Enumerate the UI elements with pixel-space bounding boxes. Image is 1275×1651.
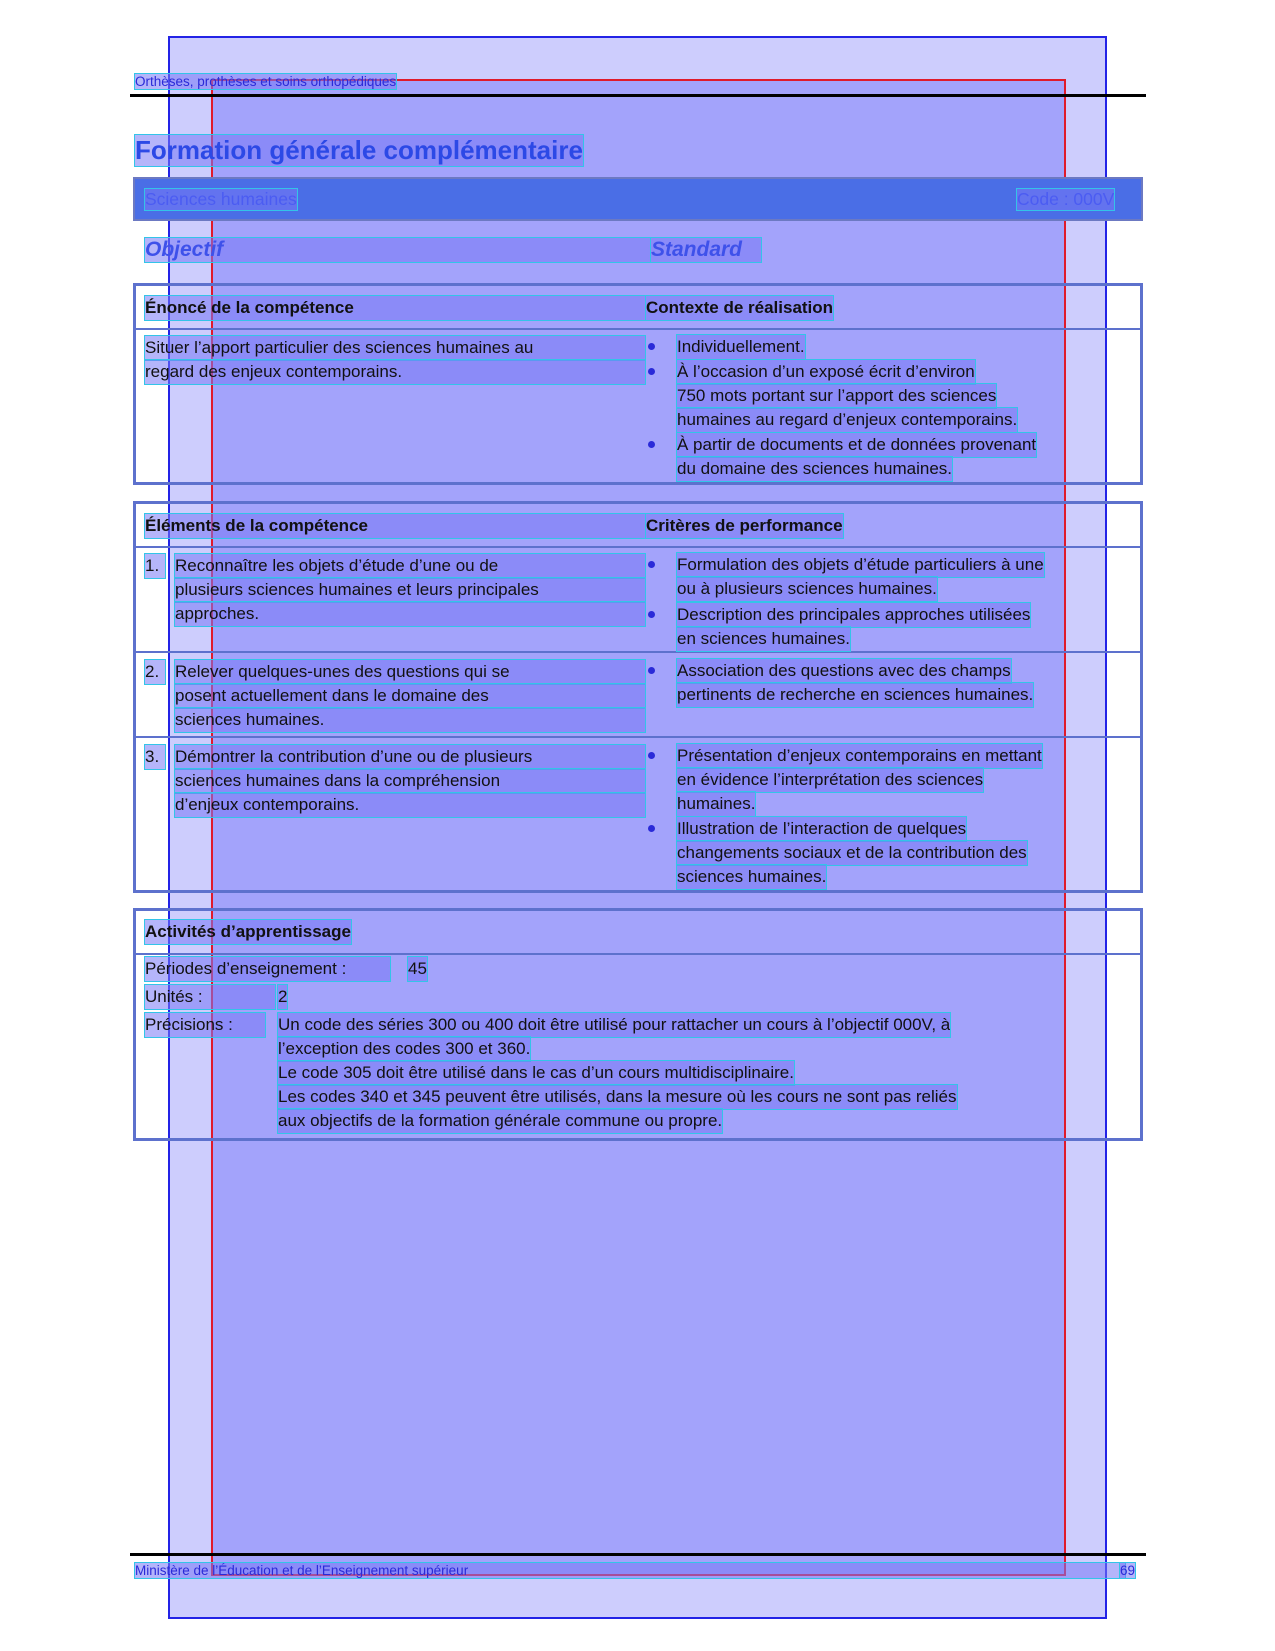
bullet-icon xyxy=(648,441,655,448)
header-rule xyxy=(130,94,1146,97)
elements-row-divider xyxy=(133,736,1143,738)
page-number: 69 xyxy=(1120,1563,1136,1578)
criterion-text: Présentation d’enjeux contemporains en mettant xyxy=(677,744,1042,768)
activities-heading: Activités d’apprentissage xyxy=(145,920,351,944)
element-number: 2. xyxy=(145,660,165,684)
context-item: du domaine des sciences humaines. xyxy=(677,457,952,481)
criterion-text: sciences humaines. xyxy=(677,865,826,889)
criterion-text: Association des questions avec des champs xyxy=(677,659,1011,683)
criterion-text: ou à plusieurs sciences humaines. xyxy=(677,577,937,601)
footer-rule xyxy=(130,1553,1146,1556)
bullet-icon xyxy=(648,825,655,832)
running-header: Orthèses, prothèses et soins orthopédiques xyxy=(135,74,397,89)
criterion-text: en sciences humaines. xyxy=(677,627,850,651)
footer-publisher: Ministère de l’Éducation et de l’Enseignement supérieur xyxy=(135,1563,1125,1578)
precision-line: Le code 305 doit être utilisé dans le cas d’un cours multidisciplinaire. xyxy=(278,1061,794,1085)
element-text: sciences humaines dans la compréhension xyxy=(175,769,645,793)
elements-heading: Éléments de la compétence xyxy=(145,514,645,538)
competence-heading: Énoncé de la compétence xyxy=(145,296,645,320)
elements-row-divider xyxy=(133,651,1143,653)
element-text: sciences humaines. xyxy=(175,708,645,732)
bullet-icon xyxy=(648,368,655,375)
activities-divider xyxy=(133,953,1143,955)
context-item: À l’occasion d’un exposé écrit d’environ xyxy=(677,360,975,384)
periods-label: Périodes d’enseignement : xyxy=(145,957,390,981)
page-title: Formation générale complémentaire xyxy=(135,135,583,165)
bullet-icon xyxy=(648,667,655,674)
criteria-heading: Critères de performance xyxy=(646,514,843,538)
element-number: 3. xyxy=(145,745,165,769)
precision-line: Les codes 340 et 345 peuvent être utilisés, dans la mesure où les cours ne sont pas reliés xyxy=(278,1085,957,1109)
element-number: 1. xyxy=(145,554,165,578)
precisions-label: Précisions : xyxy=(145,1013,265,1037)
subject-label: Sciences humaines xyxy=(145,189,297,209)
context-item: À partir de documents et de données provenant xyxy=(677,433,1036,457)
criterion-text: humaines. xyxy=(677,792,755,816)
subject-code: Code : 000V xyxy=(1017,189,1115,209)
element-text: d’enjeux contemporains. xyxy=(175,793,645,817)
units-value: 2 xyxy=(278,985,287,1009)
bullet-icon xyxy=(648,561,655,568)
context-item: Individuellement. xyxy=(677,335,805,359)
standard-heading: Standard xyxy=(651,238,761,262)
element-text: posent actuellement dans le domaine des xyxy=(175,684,645,708)
criterion-text: pertinents de recherche en sciences humaines. xyxy=(677,683,1033,707)
objectif-heading: Objectif xyxy=(145,238,650,262)
bullet-icon xyxy=(648,752,655,759)
criterion-text: Formulation des objets d’étude particuliers à une xyxy=(677,553,1044,577)
criterion-text: changements sociaux et de la contribution des xyxy=(677,841,1027,865)
context-item: 750 mots portant sur l’apport des sciences xyxy=(677,384,996,408)
element-text: Reconnaître les objets d’étude d’une ou de xyxy=(175,554,645,578)
elements-divider xyxy=(133,546,1143,548)
units-label: Unités : xyxy=(145,985,275,1009)
criterion-text: Description des principales approches utilisées xyxy=(677,603,1030,627)
competence-statement-line: Situer l’apport particulier des sciences humaines au xyxy=(145,336,645,360)
criterion-text: en évidence l’interprétation des sciences xyxy=(677,768,983,792)
bullet-icon xyxy=(648,343,655,350)
precision-line: l’exception des codes 300 et 360. xyxy=(278,1037,530,1061)
element-text: Démontrer la contribution d’une ou de plusieurs xyxy=(175,745,645,769)
competence-statement-line: regard des enjeux contemporains. xyxy=(145,360,645,384)
element-text: approches. xyxy=(175,602,645,626)
competence-divider xyxy=(133,328,1143,330)
context-item: humaines au regard d’enjeux contemporains. xyxy=(677,408,1017,432)
periods-value: 45 xyxy=(408,957,427,981)
criterion-text: Illustration de l’interaction de quelques xyxy=(677,817,966,841)
precision-line: Un code des séries 300 ou 400 doit être utilisé pour rattacher un cours à l’objectif 000V, à xyxy=(278,1013,950,1037)
bullet-icon xyxy=(648,611,655,618)
precision-line: aux objectifs de la formation générale commune ou propre. xyxy=(278,1109,722,1133)
element-text: plusieurs sciences humaines et leurs principales xyxy=(175,578,645,602)
context-heading: Contexte de réalisation xyxy=(646,296,833,320)
element-text: Relever quelques-unes des questions qui se xyxy=(175,660,645,684)
